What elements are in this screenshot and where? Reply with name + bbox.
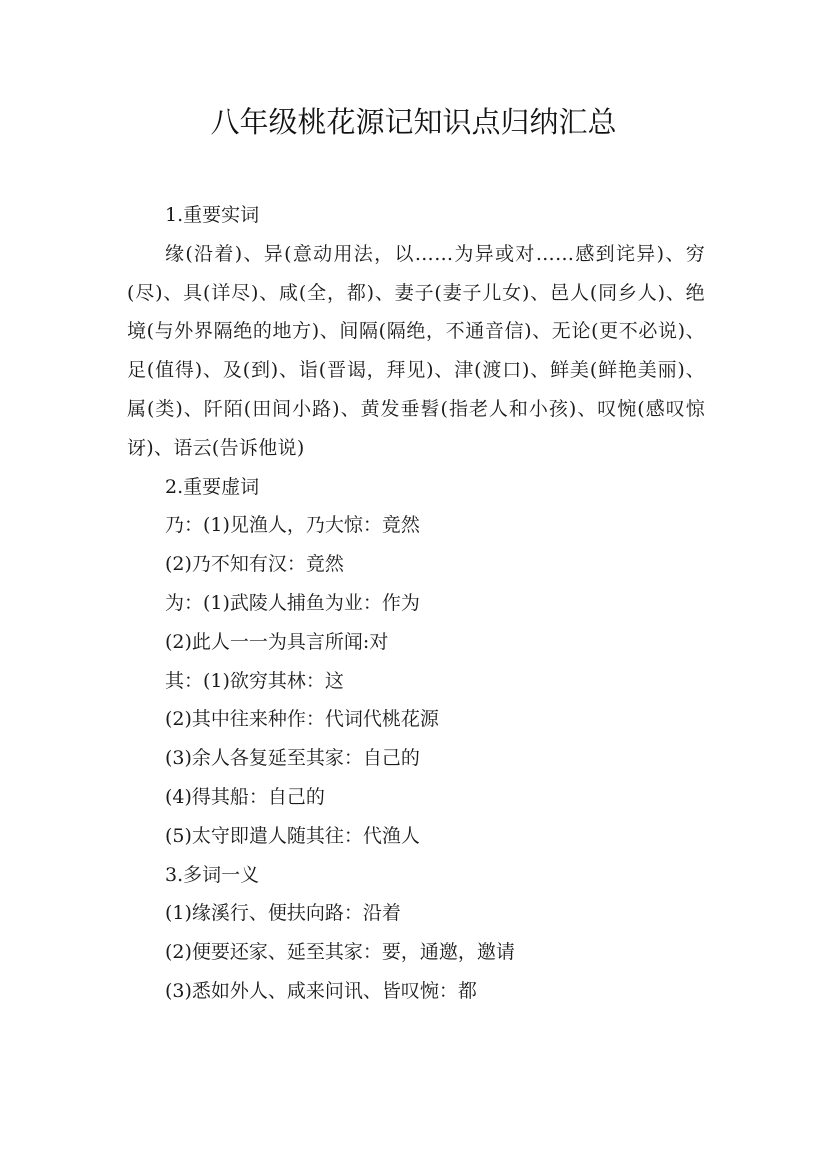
list-item: (3)悉如外人、咸来问讯、皆叹惋：都	[165, 979, 477, 1002]
list-item: (1)缘溪行、便扶向路：沿着	[165, 902, 401, 925]
section-heading-1: 1.重要实词	[165, 204, 260, 226]
document-body	[127, 196, 705, 1011]
list-item: (4)得其船：自己的	[165, 785, 325, 808]
document-title: 八年级桃花源记知识点归纳汇总	[210, 105, 617, 139]
list-item: (5)太守即遣人随其往：代渔人	[165, 824, 420, 847]
section-heading-3: 3.多词一义	[165, 863, 260, 886]
list-item: 为：(1)武陵人捕鱼为业：作为	[165, 591, 420, 614]
list-item: (3)余人各复延至其家：自己的	[165, 747, 420, 770]
list-item: (2)其中往来种作：代词代桃花源	[165, 708, 439, 731]
section-paragraph-1: 缘(沿着)、异(意动用法，以……为异或对……感到诧异)、穷(尽)、具(详尽)、咸(全，都)、妻子(妻子儿女)、邑人(同乡人)、绝境(与外界隔绝的地方)、间隔(隔绝，不通音信)、无论(更不必说)、足(值得)、及(到)、诣(晋谒，拜见)、津(渡口)、鲜美(鲜艳美丽)、属(类)、阡陌(田间小路)、黄发垂髫(指老人和小孩)、叹惋(感叹惊讶)、语云(告诉他说)	[127, 242, 705, 459]
section-heading-2: 2.重要虚词	[165, 475, 260, 498]
list-item: (2)此人一一为具言所闻:对	[165, 630, 389, 653]
list-item: 其：(1)欲穷其林：这	[165, 669, 344, 692]
list-item: (2)乃不知有汉：竟然	[165, 553, 344, 576]
list-item: 乃：(1)见渔人，乃大惊：竟然	[165, 514, 420, 537]
list-item: (2)便要还家、延至其家：要，通邀，邀请	[165, 941, 515, 964]
